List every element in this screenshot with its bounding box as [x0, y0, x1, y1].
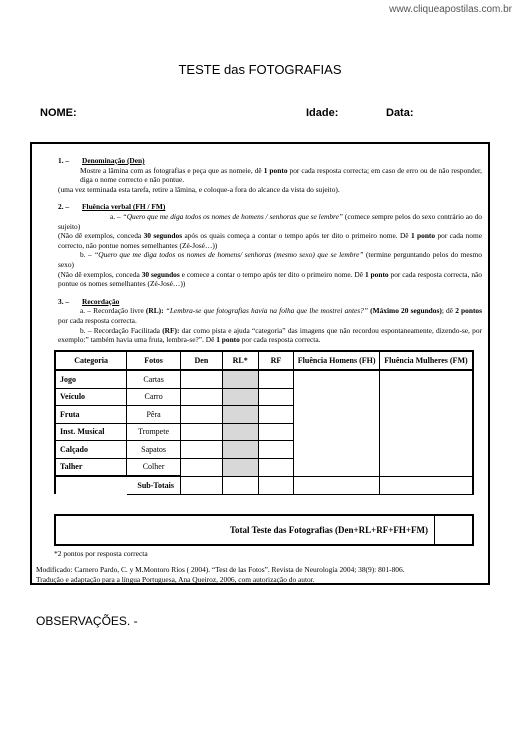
header-rf: RF — [258, 351, 294, 370]
page-title: TESTE das FOTOGRAFIAS — [178, 62, 342, 77]
rf-score-cell[interactable] — [258, 458, 294, 476]
section-2-heading: 2. – Fluência verbal (FH / FM) — [58, 202, 166, 212]
citation-line-2: Tradução e adaptação para a língua Portuguesa, Ana Queiroz, 2006, com autorização do autor. — [36, 575, 315, 584]
den-score-cell[interactable] — [181, 370, 223, 388]
photo-cell: Carro — [127, 388, 181, 406]
category-cell: Veículo — [55, 388, 127, 406]
photo-cell: Cartas — [127, 370, 181, 388]
section-1-note: (uma vez terminada esta tarefa, retire a lâmina, e coloque-a fora do alcance da vista do sujeito). — [58, 184, 340, 194]
header-fh: Fluência Homens (FH) — [294, 351, 380, 370]
rf-score-cell[interactable] — [258, 406, 294, 424]
photo-cell: Colher — [127, 458, 181, 476]
section-3a-text: a. – Recordação livre (RL): “Lembra-se que fotografias havia na folha que lhe mostrei antes?” (Máximo 20 segundos); dê 2 pontos por cada resposta correcta. — [58, 306, 482, 325]
total-label: Total Teste das Fotografias (Den+RL+RF+FH+FM) — [56, 516, 435, 544]
category-cell: Fruta — [55, 406, 127, 424]
category-cell: Talher — [55, 458, 127, 476]
category-cell: Inst. Musical — [55, 423, 127, 441]
rl-score-cell[interactable] — [222, 406, 258, 424]
section-1-text: Mostre a lâmina com as fotografias e peça que as nomeie, dê 1 ponto por cada resposta correcta; em caso de erro ou de não responder, diga o nome correcto e não pontue. — [80, 165, 482, 185]
citation-line-1: Modificado: Carnero Pardo, C. y M.Montoro Ríos ( 2004). “Test de las Fotos”. Revista de Neurología 2004; 38(9): 801-806. — [36, 565, 405, 574]
header-rl: RL* — [222, 351, 258, 370]
score-table — [54, 350, 474, 495]
section-3b-text: b. – Recordação Facilitada (RF): dar como pista e ajuda “categoria” das imagens que não recordou espontaneamente, dizendo-se, por exemplo:” também havia uma fruta, lembra-se?”. Dê 1 ponto por cada resposta correcta. — [58, 325, 482, 345]
den-score-cell[interactable] — [181, 406, 223, 424]
header-categoria: Categoria — [55, 351, 127, 370]
section-2b-note: (Não dê exemplos, conceda 30 segundos e comece a contar o tempo após ter dito o primeiro nome. Dê 1 ponto por cada resposta correcta, não pontue os nomes semelhantes (Zé-José…)) — [58, 269, 483, 289]
rf-score-cell[interactable] — [258, 441, 294, 459]
age-label: Idade: — [306, 107, 339, 119]
date-label: Data: — [386, 107, 414, 119]
total-score-cell[interactable] — [436, 516, 472, 544]
rl-score-cell[interactable] — [222, 458, 258, 476]
observations-label: OBSERVAÇÕES. - — [36, 614, 138, 628]
section-2a-note: (Não dê exemplos, conceda 30 segundos após os quais começa a contar o tempo após ter dito o primeiro nome. Dê 1 ponto por cada nome correcto, não pontue nomes semelhantes (Zé-José…)) — [58, 231, 482, 250]
fm-subtotal-cell[interactable] — [379, 476, 473, 494]
total-row — [54, 514, 474, 546]
fh-score-cell[interactable] — [294, 370, 380, 476]
photo-cell: Trompete — [127, 423, 181, 441]
rf-score-cell[interactable] — [258, 370, 294, 388]
section-3-heading: 3. – Recordação — [58, 296, 120, 306]
rf-subtotal-cell[interactable] — [258, 476, 294, 494]
photo-cell: Pêra — [127, 406, 181, 424]
rf-score-cell[interactable] — [258, 423, 294, 441]
rl-score-cell[interactable] — [222, 388, 258, 406]
rl-score-cell[interactable] — [222, 441, 258, 459]
den-score-cell[interactable] — [181, 441, 223, 459]
den-subtotal-cell[interactable] — [181, 476, 223, 494]
rl-score-cell[interactable] — [222, 370, 258, 388]
den-score-cell[interactable] — [181, 423, 223, 441]
header-den: Den — [181, 351, 223, 370]
subtotal-label: Sub-Totais — [127, 476, 181, 494]
category-cell: Jogo — [55, 370, 127, 388]
subtotal-row — [55, 476, 473, 494]
test-form-box — [30, 142, 490, 585]
rl-score-cell[interactable] — [222, 423, 258, 441]
photo-cell: Sapatos — [127, 441, 181, 459]
den-score-cell[interactable] — [181, 458, 223, 476]
rf-score-cell[interactable] — [258, 388, 294, 406]
fh-subtotal-cell[interactable] — [294, 476, 380, 494]
header-fotos: Fotos — [127, 351, 181, 370]
source-citation — [36, 565, 491, 585]
rl-subtotal-cell[interactable] — [222, 476, 258, 494]
fm-score-cell[interactable] — [379, 370, 473, 476]
footnote: *2 pontos por resposta correcta — [54, 549, 148, 558]
section-2a-text: a. – “Quero que me diga todos os nomes de homens / senhoras que se lembre” (comece sempre pelos do sexo contrário ao do sujeito) — [58, 211, 482, 231]
table-row — [55, 370, 473, 388]
name-label: NOME: — [40, 107, 77, 119]
instructions — [58, 156, 482, 345]
header-fm: Fluência Mulheres (FM) — [379, 351, 473, 370]
section-1-heading: 1. – Denominação (Den) — [58, 156, 145, 165]
den-score-cell[interactable] — [181, 388, 223, 406]
watermark: www.cliqueapostilas.com.br — [389, 4, 512, 15]
category-cell: Calçado — [55, 441, 127, 459]
section-2b-text: b. – “Quero que me diga todos os nomes de homens/ senhoras (mesmo sexo) que se lembre” (termine perguntando pelos do mesmo sexo) — [58, 250, 483, 269]
